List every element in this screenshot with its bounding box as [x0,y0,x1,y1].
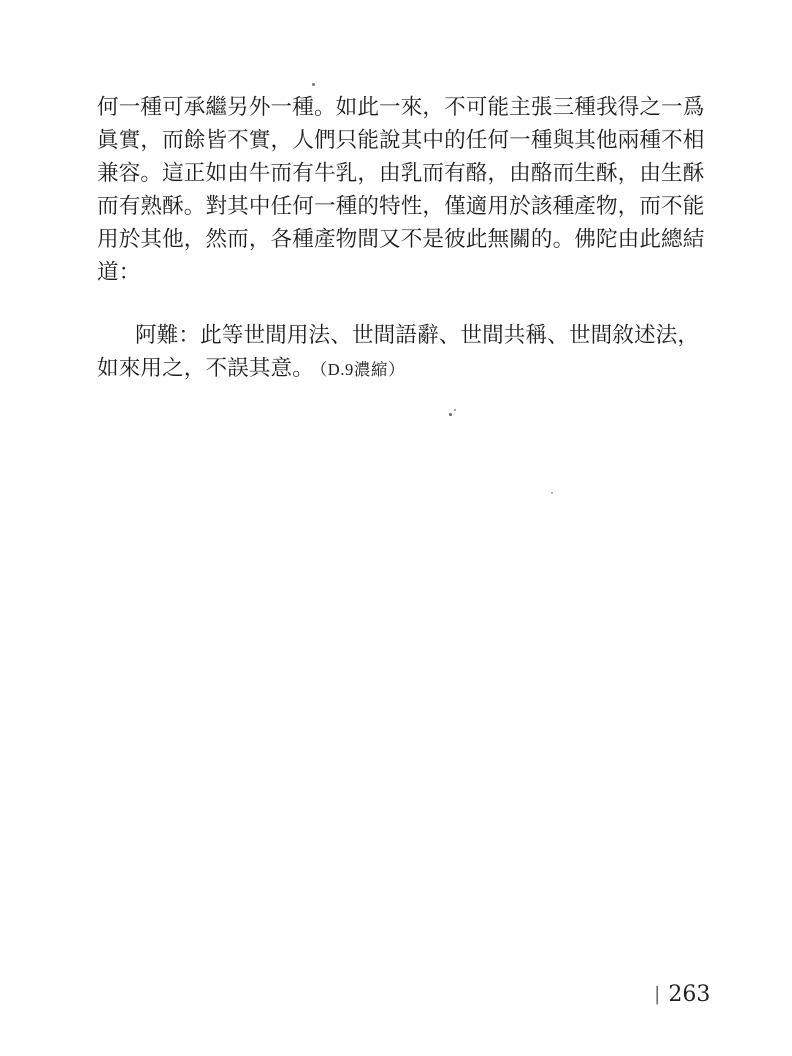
body-line-5: 用於其他，然而，各種產物間又不是彼此無關的。佛陀由此總結 [97,227,705,251]
page-content [97,91,709,386]
scan-speck [454,409,456,411]
page-number: 263 [668,982,711,1007]
page-number-footer [654,982,710,1007]
body-line-1: 何一種可承繼另外一種。如此一來，不可能主張三種我得之一爲 [97,95,705,119]
body-line-2: 眞實，而餘皆不實，人們只能說其中的任何一種與其他兩種不相 [97,128,705,152]
body-line-4: 而有熟酥。對其中任何一種的特性，僅適用於該種產物，而不能 [97,194,705,218]
quote-line-2-text: 如來用之，不誤其意。 [97,356,314,380]
body-paragraph [97,91,709,289]
scan-speck [312,83,315,86]
page-number-separator: | [654,983,660,1005]
scan-speck [449,413,452,416]
scan-speck [551,492,553,494]
quote-citation: （D.9濃縮） [318,360,406,379]
quote-line-2 [97,352,709,386]
quote-paragraph [97,319,709,386]
quote-line-1: 阿難：此等世間用法、世間語辭、世間共稱、世間敘述法， [135,323,700,347]
body-line-6: 道： [97,260,141,284]
body-line-3: 兼容。這正如由牛而有牛乳，由乳而有酪，由酪而生酥，由生酥 [97,161,705,185]
